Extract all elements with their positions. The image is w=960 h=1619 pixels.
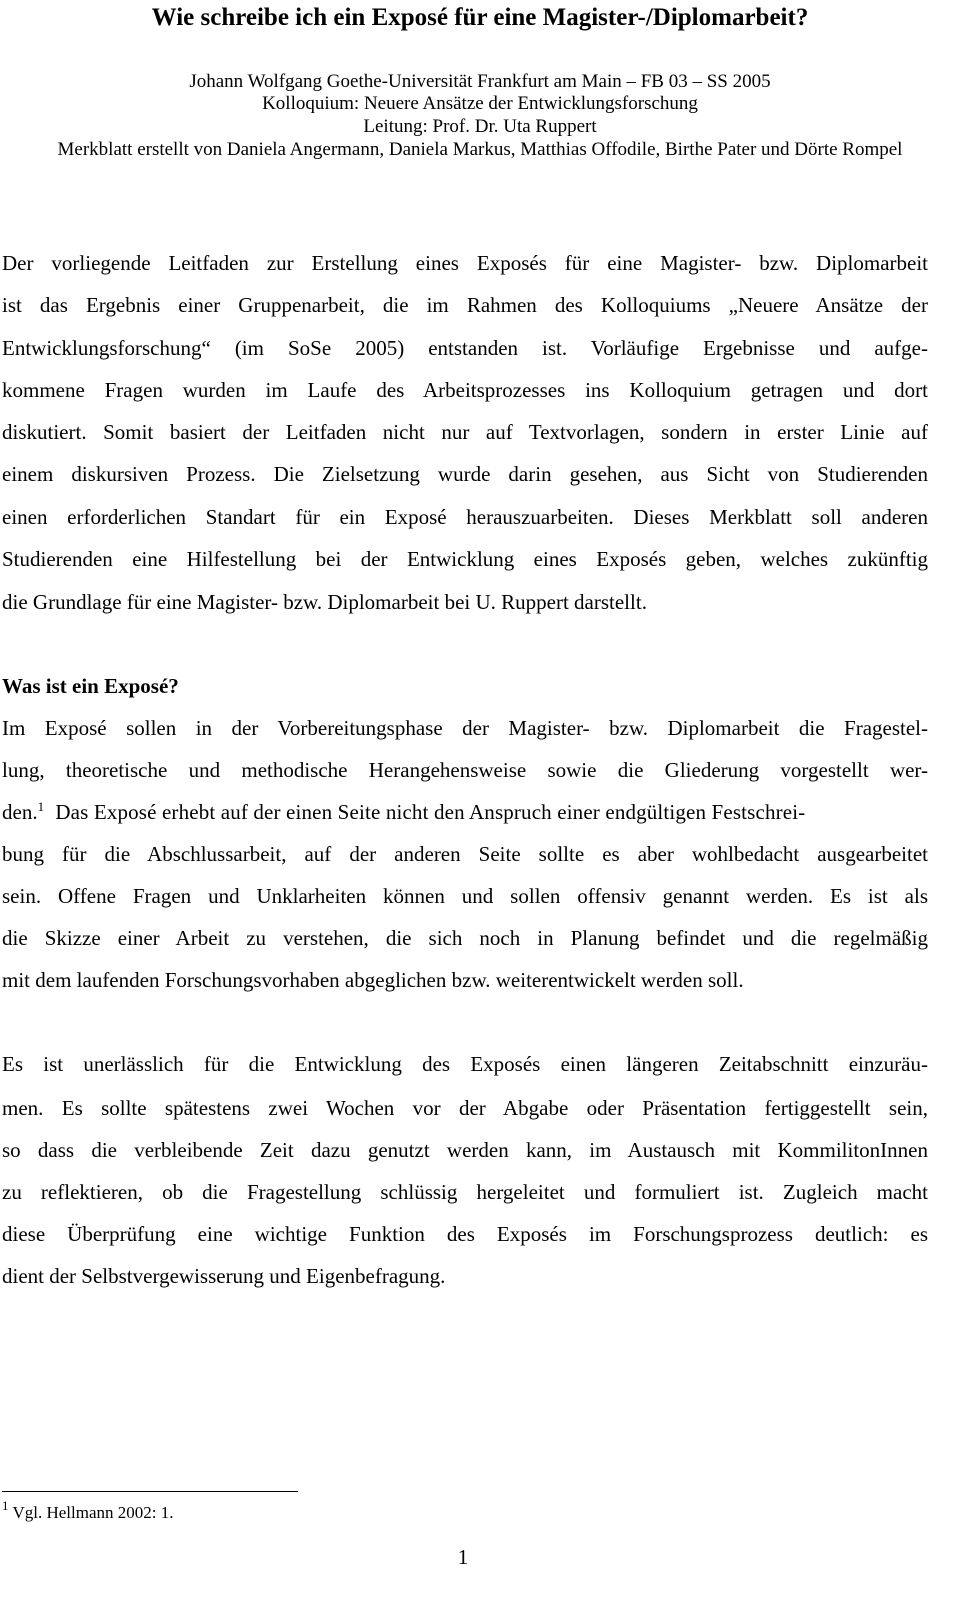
text-line: zu reflektieren, ob die Fragestellung schlüssig hergeleitet und formuliert ist. Zugleich macht bbox=[2, 1180, 928, 1204]
text-line: einen erforderlichen Standart für ein Exposé herauszuarbeiten. Dieses Merkblatt soll anderen bbox=[2, 505, 928, 529]
header-line-authors: Merkblatt erstellt von Daniela Angermann, Daniela Markus, Matthias Offodile, Birthe Pater und Dörte Rompel bbox=[57, 139, 903, 160]
text-line: lung, theoretische und methodische Herangehensweise sowie die Gliederung vorgestellt wer- bbox=[2, 758, 928, 782]
text-line: dient der Selbstvergewisserung und Eigenbefragung. bbox=[2, 1264, 446, 1288]
text-line: men. Es sollte spätestens zwei Wochen vor der Abgabe oder Präsentation fertiggestellt sein, bbox=[2, 1096, 928, 1120]
header-line-university: Johann Wolfgang Goethe-Universität Frankfurt am Main – FB 03 – SS 2005 bbox=[189, 71, 771, 92]
section-heading: Was ist ein Exposé? bbox=[2, 674, 179, 698]
text-line: sein. Offene Fragen und Unklarheiten können und sollen offensiv genannt werden. Es ist als bbox=[2, 884, 928, 908]
footnote-divider bbox=[2, 1491, 298, 1492]
text-fragment: den. bbox=[2, 800, 38, 824]
text-line: Es ist unerlässlich für die Entwicklung des Exposés einen längeren Zeitabschnitt einzuräu- bbox=[2, 1052, 928, 1076]
footnote-ref[interactable]: 1 bbox=[37, 799, 45, 814]
text-line: die Grundlage für eine Magister- bzw. Diplomarbeit bei U. Ruppert darstellt. bbox=[2, 590, 647, 614]
text-fragment: Das Exposé erhebt auf der einen Seite nicht den Anspruch einer endgültigen Festschrei- bbox=[55, 800, 806, 824]
text-line: Im Exposé sollen in der Vorbereitungsphase der Magister- bzw. Diplomarbeit die Fragestel- bbox=[2, 716, 928, 740]
text-line: Studierenden eine Hilfestellung bei der Entwicklung eines Exposés geben, welches zukünftig bbox=[2, 547, 928, 571]
footnote-text: Vgl. Hellmann 2002: 1. bbox=[12, 1503, 174, 1522]
text-line: ist das Ergebnis einer Gruppenarbeit, die im Rahmen des Kolloquiums „Neuere Ansätze der bbox=[2, 293, 928, 317]
footnote bbox=[2, 1498, 174, 1523]
text-line: kommene Fragen wurden im Laufe des Arbeitsprozesses ins Kolloquium getragen und dort bbox=[2, 378, 928, 402]
text-line: bung für die Abschlussarbeit, auf der anderen Seite sollte es aber wohlbedacht ausgearbeitet bbox=[2, 842, 928, 866]
text-line: so dass die verbleibende Zeit dazu genutzt werden kann, im Austausch mit KommilitonInnen bbox=[2, 1138, 928, 1162]
text-line: diese Überprüfung eine wichtige Funktion des Exposés im Forschungsprozess deutlich: es bbox=[2, 1222, 928, 1246]
page-number: 1 bbox=[457, 1545, 469, 1569]
header-line-lead: Leitung: Prof. Dr. Uta Ruppert bbox=[363, 116, 597, 137]
header-line-colloquium: Kolloquium: Neuere Ansätze der Entwicklungsforschung bbox=[262, 93, 698, 114]
document-title: Wie schreibe ich ein Exposé für eine Magister-/Diplomarbeit? bbox=[151, 4, 809, 31]
text-line: mit dem laufenden Forschungsvorhaben abgeglichen bzw. weiterentwickelt werden soll. bbox=[2, 968, 744, 992]
text-line: Der vorliegende Leitfaden zur Erstellung eines Exposés für eine Magister- bzw. Diplomarbeit bbox=[2, 251, 928, 275]
text-line: einem diskursiven Prozess. Die Zielsetzung wurde darin gesehen, aus Sicht von Studierenden bbox=[2, 462, 928, 486]
text-line: die Skizze einer Arbeit zu verstehen, die sich noch in Planung befindet und die regelmäßig bbox=[2, 926, 928, 950]
text-line: Entwicklungsforschung“ (im SoSe 2005) entstanden ist. Vorläufige Ergebnisse und aufge- bbox=[2, 336, 928, 360]
text-line: diskutiert. Somit basiert der Leitfaden nicht nur auf Textvorlagen, sondern in erster Linie auf bbox=[2, 420, 928, 444]
text-line bbox=[2, 799, 928, 825]
footnote-number: 1 bbox=[2, 1498, 9, 1513]
